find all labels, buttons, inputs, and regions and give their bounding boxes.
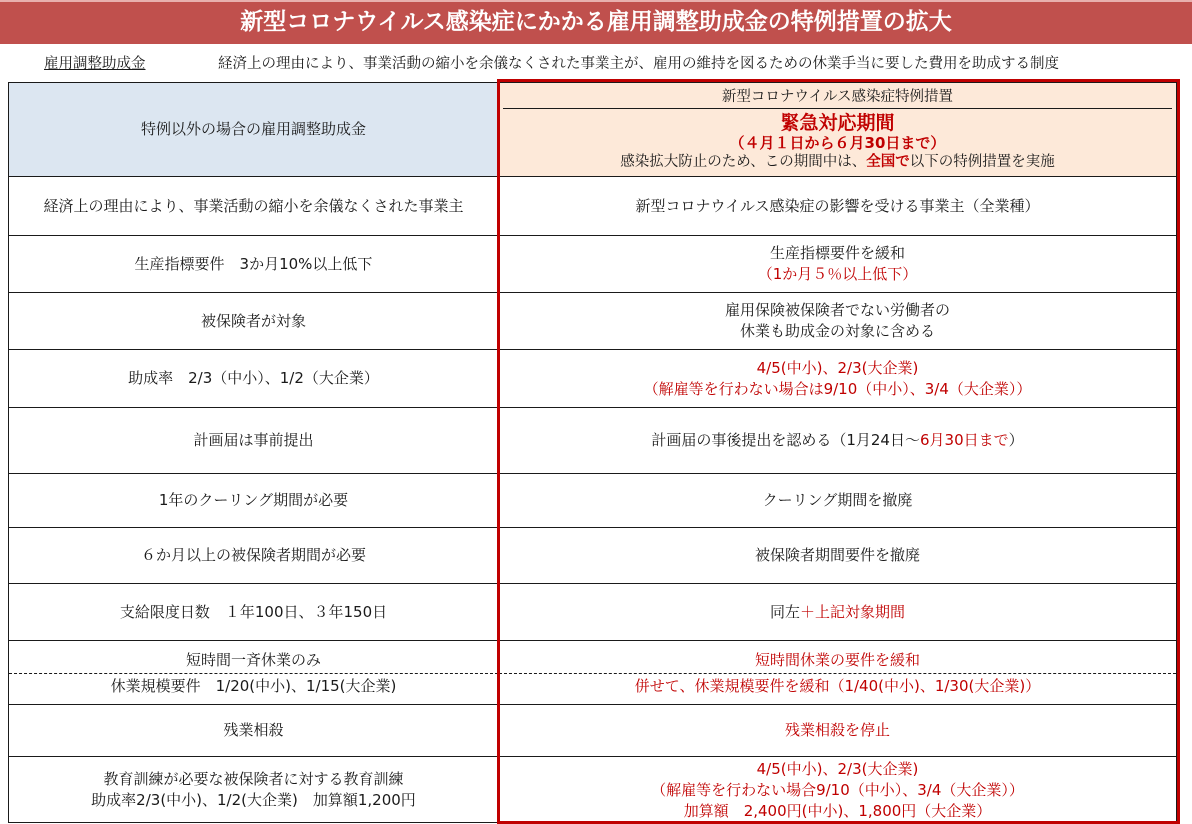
table-row (9, 177, 1177, 236)
emergency-period-dates: （４月１日から６月30日まで） (729, 133, 946, 152)
table-row (9, 757, 1177, 823)
emergency-period-title: 緊急対応期間 (780, 111, 895, 134)
dashed-divider (9, 673, 498, 674)
special-subsidy-rate: 4/5(中小)、2/3(大企業) （解雇等を行わない場合は9/10（中小）、3/4（大企業）） (499, 350, 1177, 408)
table-row (9, 705, 1177, 757)
standard-plan-submission: 計画届は事前提出 (9, 408, 499, 474)
standard-payment-limit: 支給限度日数 １年100日、３年150日 (9, 584, 499, 641)
standard-training-subsidy: 教育訓練が必要な被保険者に対する教育訓練 助成率2/3(中小)、1/2(大企業) 加算額1,200円 (9, 757, 499, 823)
header-special-label: 新型コロナウイルス感染症特例措置 (503, 86, 1172, 109)
dashed-divider (499, 673, 1176, 674)
emergency-period-note: 感染拡大防止のため、この期間中は、全国で以下の特例措置を実施 (620, 153, 1055, 170)
special-insured-scope: 雇用保険被保険者でない労働者の 休業も助成金の対象に含める (499, 293, 1177, 350)
special-payment-limit: 同左＋上記対象期間 (499, 584, 1177, 641)
header-special-measures (499, 83, 1177, 177)
nationwide-emphasis: 全国で (866, 153, 910, 170)
standard-subsidy-rate: 助成率 2/3（中小）、1/2（大企業） (9, 350, 499, 408)
table-row (9, 408, 1177, 474)
table-row (9, 584, 1177, 641)
standard-eligible-employers: 経済上の理由により、事業活動の縮小を余儀なくされた事業主 (9, 177, 499, 236)
special-insured-period: 被保険者期間要件を撤廃 (499, 528, 1177, 584)
standard-leave-requirements: 短時間一斉休業のみ 休業規模要件 1/20(中小)、1/15(大企業) (9, 641, 499, 705)
special-overtime-offset: 残業相殺を停止 (499, 705, 1177, 757)
header-standard: 特例以外の場合の雇用調整助成金 (9, 83, 499, 177)
definition-row (0, 50, 1192, 74)
standard-insured-scope: 被保険者が対象 (9, 293, 499, 350)
special-eligible-employers: 新型コロナウイルス感染症の影響を受ける事業主（全業種） (499, 177, 1177, 236)
table-row (9, 474, 1177, 528)
definition-description: 経済上の理由により、事業活動の縮小を余儀なくされた事業主が、雇用の維持を図るための休業手当に要した費用を助成する制度 (218, 56, 1059, 72)
comparison-table (8, 82, 1177, 823)
standard-insured-period: ６か月以上の被保険者期間が必要 (9, 528, 499, 584)
special-cooling-period: クーリング期間を撤廃 (499, 474, 1177, 528)
standard-overtime-offset: 残業相殺 (9, 705, 499, 757)
table-row (9, 528, 1177, 584)
table-row (9, 236, 1177, 293)
definition-term: 雇用調整助成金 (44, 56, 146, 72)
special-plan-submission: 計画届の事後提出を認める（1月24日～6月30日まで） (499, 408, 1177, 474)
table-row (9, 350, 1177, 408)
special-production-requirement: 生産指標要件を緩和 （1か月５％以上低下） (499, 236, 1177, 293)
table-row (9, 641, 1177, 705)
page-title: 新型コロナウイルス感染症にかかる雇用調整助成金の特例措置の拡大 (0, 0, 1192, 44)
table-header-row (9, 83, 1177, 177)
standard-cooling-period: 1年のクーリング期間が必要 (9, 474, 499, 528)
special-leave-requirements: 短時間休業の要件を緩和 併せて、休業規模要件を緩和（1/40(中小)、1/30(大企業)） (499, 641, 1177, 705)
special-training-subsidy: 4/5(中小)、2/3(大企業) （解雇等を行わない場合9/10（中小）、3/4（大企業）） 加算額 2,400円(中小)、1,800円（大企業） (499, 757, 1177, 823)
table-row (9, 293, 1177, 350)
standard-production-requirement: 生産指標要件 3か月10%以上低下 (9, 236, 499, 293)
